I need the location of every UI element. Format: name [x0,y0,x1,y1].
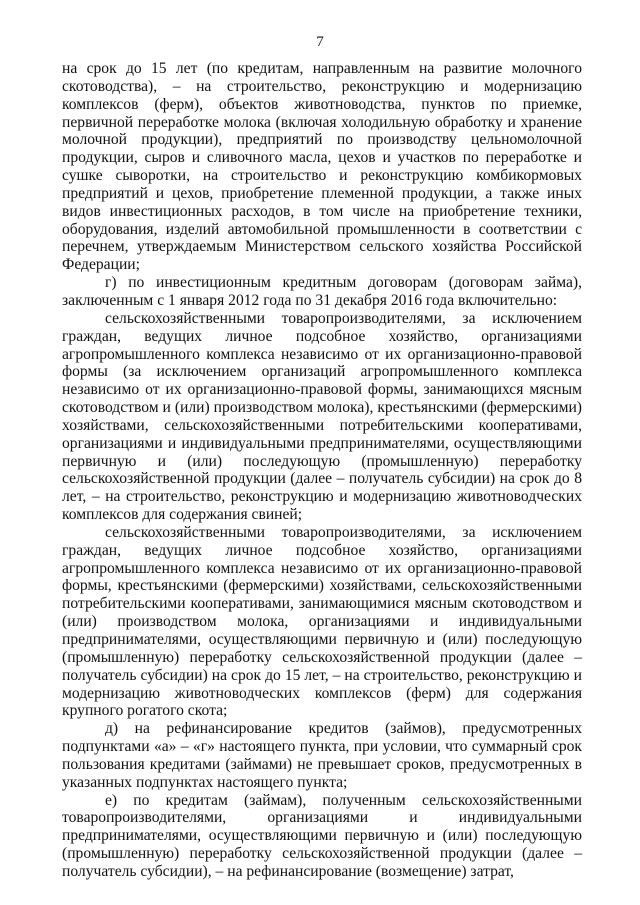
paragraph-continuation: на срок до 15 лет (по кредитам, направленным на развитие молочного скотоводства), – на строительство, реконструкцию и модернизацию комплексов (ферм), объектов животноводства, пунктов по приемке, первичной переработке молока (включая холодильную обработку и хранение молочной продукции), предприятий по производству цельномолочной продукции, сыров и сливочного масла, цехов и участков по переработке и сушке сыворотки, на строительство и реконструкцию комбикормовых предприятий и цехов, приобретение племенной продукции, а также иных видов инвестиционных расходов, в том числе на приобретение техники, оборудования, изделий автомобильной промышленности в соответствии с перечнем, утверждаемым Министерством сельского хозяйства Российской Федерации; [62,60,582,274]
page-number: 7 [316,34,324,50]
paragraph-item-e: е) по кредитам (займам), полученным сельскохозяйственными товаропроизводителями, организациями и индивидуальными предпринимателями, осуществляющими первичную и (или) последующую (промышленную) переработку сельскохозяйственной продукции (далее – получатель субсидии), – на рефинансирование (возмещение) затрат, [62,791,582,880]
paragraph-pig-complexes: сельскохозяйственными товаропроизводителями, за исключением граждан, ведущих личное подсобное хозяйство, организациями агропромышленного комплекса независимо от их организационно-правовой формы (за исключением организаций агропромышленного комплекса независимо от их организационно-правовой формы, занимающихся мясным скотоводством и (или) производством молока), крестьянскими (фермерскими) хозяйствами, сельскохозяйственными потребительскими кооперативами, организациями и индивидуальными предпринимателями, осуществляющими первичную и (или) последующую (промышленную) переработку сельскохозяйственной продукции (далее – получатель субсидии) на срок до 8 лет, – на строительство, реконструкцию и модернизацию животноводческих комплексов для содержания свиней; [62,309,582,524]
paragraph-item-g: г) по инвестиционным кредитным договорам (договорам займа), заключенным с 1 января 2012 года по 31 декабря 2016 года включительно: [62,274,582,309]
paragraph-cattle-complexes: сельскохозяйственными товаропроизводителями, за исключением граждан, ведущих личное подсобное хозяйство, организациями агропромышленного комплекса независимо от их организационно-правовой формы, крестьянскими (фермерскими) хозяйствами, сельскохозяйственными потребительскими кооперативами, занимающимися мясным скотоводством и (или) производством молока, организациями и индивидуальными предпринимателями, осуществляющими первичную и (или) последующую (промышленную) переработку сельскохозяйственной продукции (далее – получатель субсидии) на срок до 15 лет, – на строительство, реконструкцию и модернизацию животноводческих комплексов (ферм) для содержания крупного рогатого скота; [62,523,582,720]
body-text [62,60,582,881]
paragraph-item-d: д) на рефинансирование кредитов (займов), предусмотренных подпунктами «а» – «г» настоящего пункта, при условии, что суммарный срок пользования кредитами (займами) не превышает сроков, предусмотренных в указанных подпунктах настоящего пункта; [62,720,582,791]
